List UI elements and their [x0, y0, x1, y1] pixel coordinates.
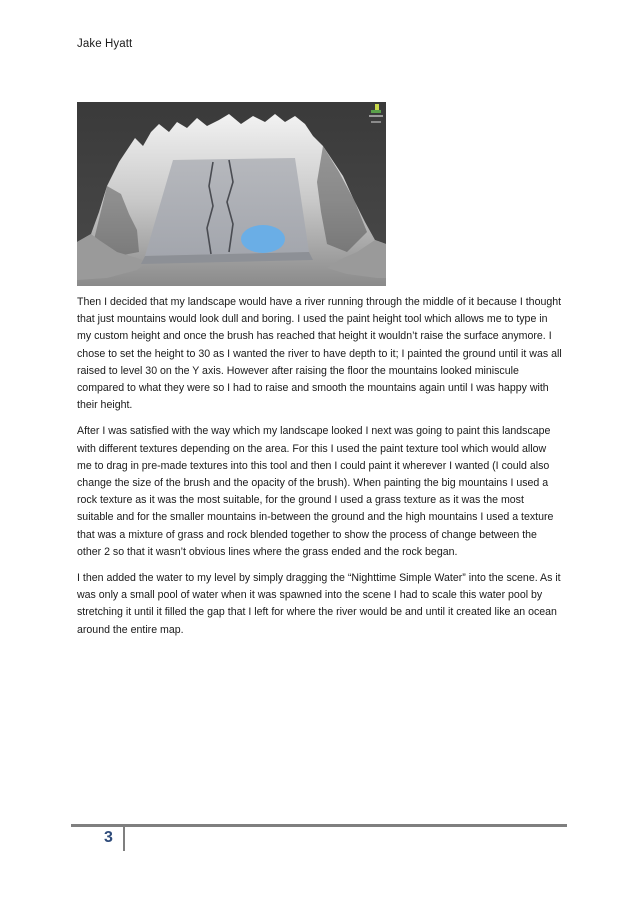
terrain-image [77, 102, 386, 286]
paragraph-river: Then I decided that my landscape would have a river running through the middle of it because I thought that just mountains would look dull and boring. I used the paint height tool which allows me to type in my custom height and once the brush has reached that height it wouldn’t raise the surface anymore. I chose to set the height to 30 as I wanted the river to have depth to it; I painted the ground until it was all raised to level 30 on the Y axis. However after raising the floor the mountains looked miniscule compared to what they were so I had to raise and smooth the mountains again until I was happy with their height. [77, 296, 562, 412]
paragraph-water: I then added the water to my level by simply dragging the “Nighttime Simple Water” into the scene. As it was only a small pool of water when it was spawned into the scene I had to scale this water pool by stretching it until it filled the gap that I left for where the river would be and until it created like an ocean around the entire map. [77, 572, 561, 636]
footer-divider [123, 826, 125, 851]
header-author: Jake Hyatt [77, 38, 133, 50]
paragraph-textures: After I was satisfied with the way which my landscape looked I next was going to paint this landscape with different textures depending on the area. For this I used the paint texture tool which would allow me to drag in pre-made textures into this tool and then I could paint it wherever I wanted (I could also change the size of the brush and the opacity of the brush). When painting the big mountains I used a rock texture as it was the most suitable, for the ground I used a grass texture as it was the most suitable and for the smaller mountains in-between the ground and the high mountains I used a texture that was a mixture of grass and rock blended together to show the process of change between the other 2 so that it wasn’t obvious lines where the grass ended and the rock began. [77, 425, 554, 558]
terrain-screenshot [77, 102, 386, 286]
footer-rule [71, 824, 567, 827]
body-text [77, 294, 563, 648]
page-number: 3 [104, 829, 113, 846]
